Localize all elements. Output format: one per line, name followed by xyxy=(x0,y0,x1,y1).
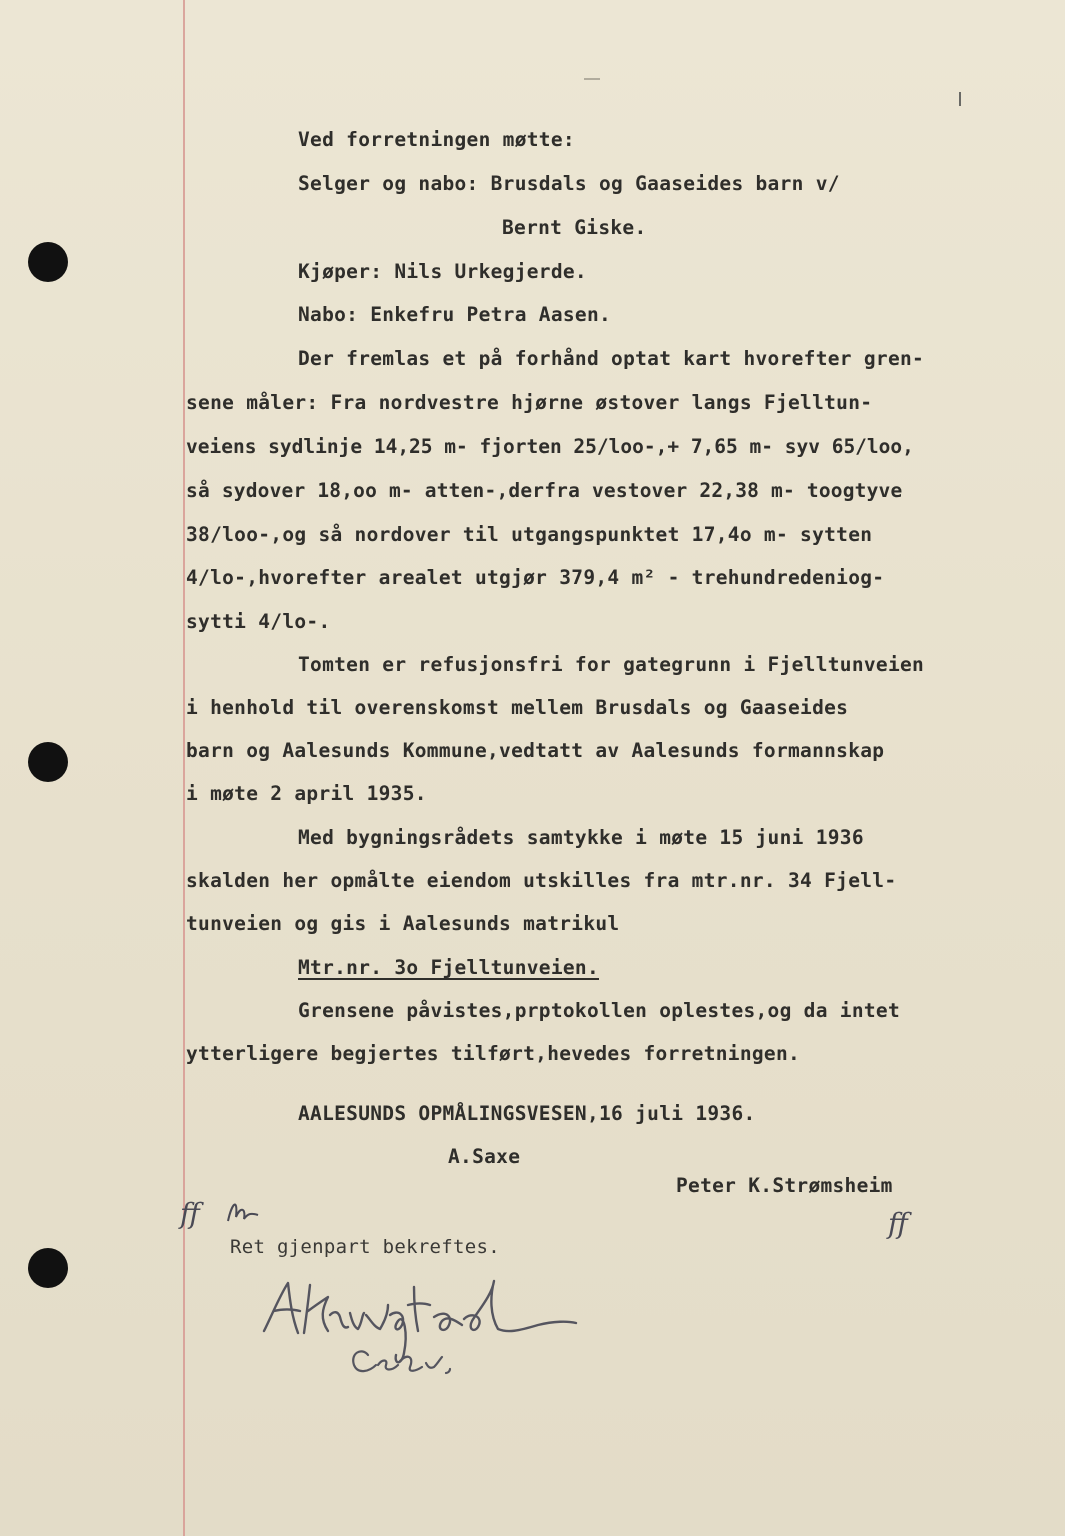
text-line: sene måler: Fra nordvestre hjørne østover langs Fjelltun- xyxy=(186,391,873,414)
initials-mark: ff xyxy=(888,1207,908,1240)
text-line: Nabo: Enkefru Petra Aasen. xyxy=(298,303,612,326)
handwritten-scribble xyxy=(222,1195,262,1225)
text-line: sytti 4/lo-. xyxy=(186,610,331,633)
text-line: 38/loo-,og så nordover til utgangspunktet 17,4o m- sytten xyxy=(186,523,873,546)
text-line: skalden her opmålte eiendom utskilles fra mtr.nr. 34 Fjell- xyxy=(186,869,897,892)
signatory-name: A.Saxe xyxy=(448,1145,521,1168)
punch-hole xyxy=(28,742,68,782)
text-line: i henhold til overenskomst mellem Brusdals og Gaaseides xyxy=(186,696,849,719)
text-line: Ved forretningen møtte: xyxy=(298,128,575,151)
text-line: Tomten er refusjonsfri for gategrunn i Fjelltunveien xyxy=(298,653,925,676)
office-date-line: AALESUNDS OPMÅLINGSVESEN,16 juli 1936. xyxy=(298,1102,756,1125)
text-line: i møte 2 april 1935. xyxy=(186,782,427,805)
margin-tick xyxy=(584,78,600,80)
margin-tick xyxy=(959,92,961,106)
text-line: ytterligere begjertes tilført,hevedes forretningen. xyxy=(186,1042,801,1065)
cadastral-heading: Mtr.nr. 3o Fjelltunveien. xyxy=(298,956,599,979)
punch-hole xyxy=(28,242,68,282)
text-line: veiens sydlinje 14,25 m- fjorten 25/loo-,+ 7,65 m- syv 65/loo, xyxy=(186,435,914,458)
text-line: 4/lo-,hvorefter arealet utgjør 379,4 m² - trehundredeniog- xyxy=(186,566,885,589)
text-line: Kjøper: Nils Urkegjerde. xyxy=(298,260,587,283)
text-line: Der fremlas et på forhånd optat kart hvorefter gren- xyxy=(298,347,925,370)
text-line: Selger og nabo: Brusdals og Gaaseides barn v/ xyxy=(298,172,840,195)
text-line: så sydover 18,oo m- atten-,derfra vestover 22,38 m- toogtyve xyxy=(186,479,903,502)
punch-hole xyxy=(28,1248,68,1288)
text-line: barn og Aalesunds Kommune,vedtatt av Aalesunds formannskap xyxy=(186,739,885,762)
certification-line: Ret gjenpart bekreftes. xyxy=(230,1236,500,1258)
margin-rule xyxy=(183,0,185,1536)
initials-mark: ff xyxy=(180,1197,200,1230)
text-line: Med bygningsrådets samtykke i møte 15 juni 1936 xyxy=(298,826,864,849)
text-line: tunveien og gis i Aalesunds matrikul xyxy=(186,912,620,935)
text-line: Bernt Giske. xyxy=(502,216,647,239)
text-line: Grensene påvistes,prptokollen oplestes,og da intet xyxy=(298,999,900,1022)
signatory-name: Peter K.Strømsheim xyxy=(676,1174,893,1197)
signature-image xyxy=(258,1275,588,1385)
